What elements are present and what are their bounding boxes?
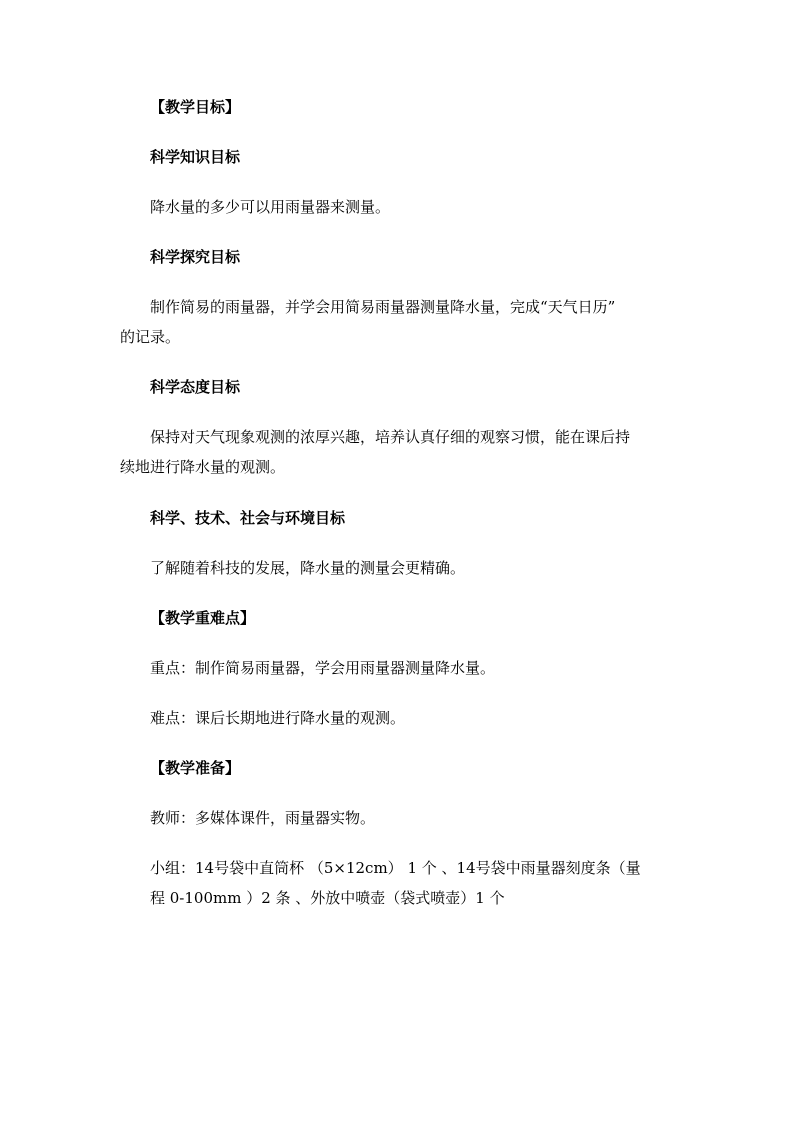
inquiry-objective-text-line2: 的记录。 xyxy=(120,328,181,346)
group-preparation-text-line1: 小组：14号袋中直筒杯 （5×12cm） 1 个 、14号袋中雨量器刻度条（量 xyxy=(150,859,641,877)
inquiry-objective-title: 科学探究目标 xyxy=(150,248,241,266)
heading-key-difficult-points: 【教学重难点】 xyxy=(150,609,256,627)
inquiry-objective-text-line1: 制作简易的雨量器，并学会用简易雨量器测量降水量，完成“天气日历” xyxy=(150,298,616,316)
sts-objective-text: 了解随着科技的发展，降水量的测量会更精确。 xyxy=(150,559,466,577)
heading-teaching-preparation: 【教学准备】 xyxy=(150,759,241,777)
attitude-objective-text-line1: 保持对天气现象观测的浓厚兴趣，培养认真仔细的观察习惯，能在课后持 xyxy=(150,428,631,446)
teacher-preparation-text: 教师：多媒体课件，雨量器实物。 xyxy=(150,809,376,827)
group-preparation-text-line2: 程 0-100mm ）2 条 、外放中喷壶（袋式喷壶）1 个 xyxy=(150,889,505,907)
attitude-objective-title: 科学态度目标 xyxy=(150,378,241,396)
sts-objective-title: 科学、技术、社会与环境目标 xyxy=(150,509,346,527)
knowledge-objective-text: 降水量的多少可以用雨量器来测量。 xyxy=(150,198,391,216)
attitude-objective-text-line2: 续地进行降水量的观测。 xyxy=(120,458,286,476)
knowledge-objective-title: 科学知识目标 xyxy=(150,148,241,166)
key-point-text: 重点：制作简易雨量器，学会用雨量器测量降水量。 xyxy=(150,659,496,677)
heading-teaching-objectives: 【教学目标】 xyxy=(150,98,241,116)
difficult-point-text: 难点：课后长期地进行降水量的观测。 xyxy=(150,709,406,727)
